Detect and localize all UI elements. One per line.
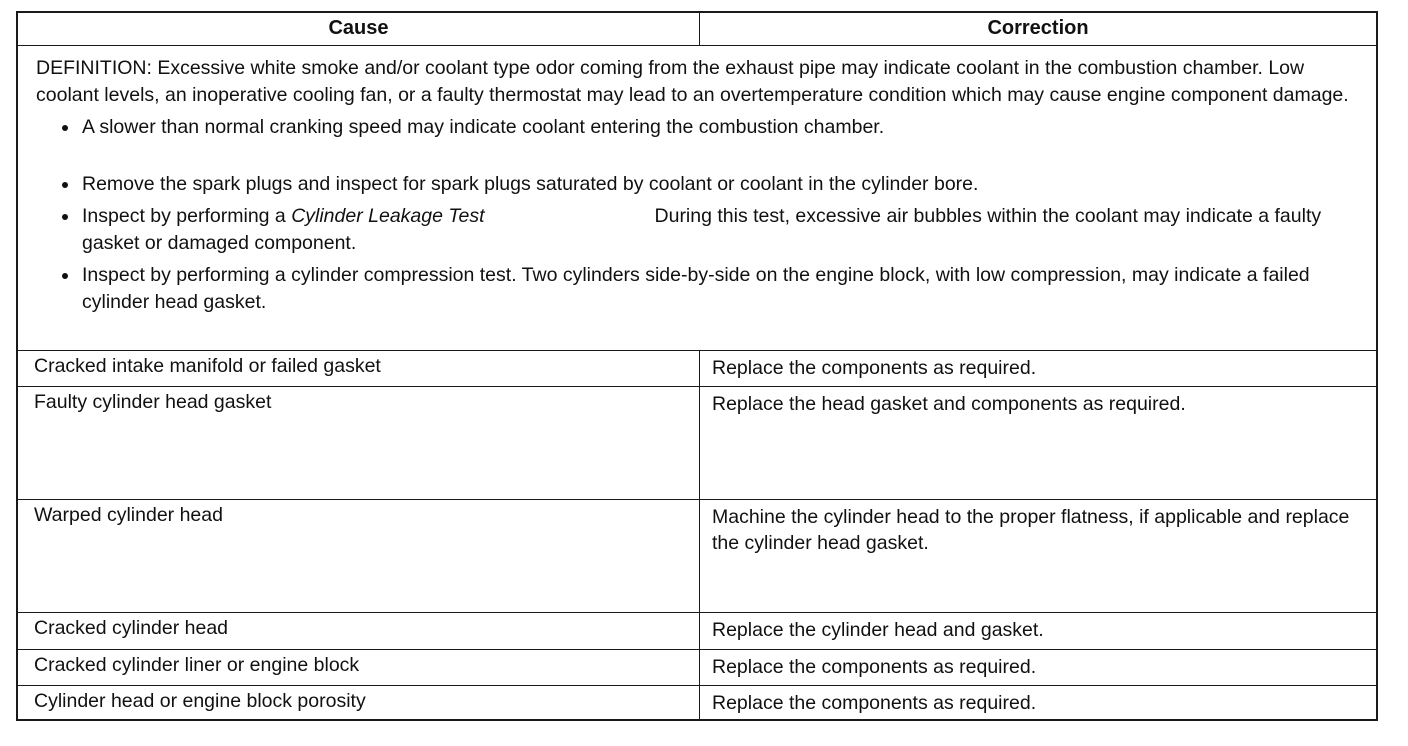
list-item: [36, 114, 1364, 141]
cylinder-leakage-test-link-text: Cylinder Leakage Test: [291, 205, 485, 227]
correction-cell: Replace the components as required.: [712, 692, 1037, 714]
cause-cell: Cracked cylinder head: [18, 613, 700, 649]
table-row: [18, 499, 1376, 612]
definition-text: DEFINITION: Excessive white smoke and/or coolant type odor coming from the exhaust pipe may indicate coolant in the combustion chamber. Low coolant levels, an inoperative cooling fan, or a faulty thermostat may lead to an overtemperature condition which may cause engine component damage.: [36, 57, 1349, 106]
diagnostic-table: [16, 11, 1378, 721]
table-row: [18, 386, 1376, 499]
correction-cell: Replace the components as required.: [712, 656, 1037, 678]
bullet-text-prefix: Inspect by performing a: [82, 205, 292, 227]
cause-cell: Faulty cylinder head gasket: [18, 387, 700, 499]
cause-cell: Warped cylinder head: [18, 500, 700, 612]
list-item: [36, 171, 1364, 198]
cause-column-header: Cause: [18, 13, 700, 45]
correction-cell: Replace the cylinder head and gasket.: [712, 619, 1044, 641]
correction-cell: Machine the cylinder head to the proper flatness, if applicable and replace the cylinder head gasket.: [712, 506, 1350, 554]
list-item: [36, 203, 1364, 256]
bullet-text: Inspect by performing a cylinder compression test. Two cylinders side-by-side on the engine block, with low compression, may indicate a failed cylinder head gasket.: [82, 264, 1310, 313]
table-row: [18, 649, 1376, 685]
table-row: [18, 350, 1376, 386]
definition-bullet-list: [36, 114, 1364, 315]
correction-cell: Replace the components as required.: [712, 357, 1037, 379]
cause-cell: Cylinder head or engine block porosity: [18, 686, 700, 719]
definition-block: [18, 45, 1376, 350]
table-row: [18, 685, 1376, 719]
table-row: [18, 612, 1376, 649]
correction-cell: Replace the head gasket and components as required.: [712, 393, 1186, 415]
bullet-text-suffix: During this test, excessive air bubbles within the coolant may indicate a faulty gasket or damaged component.: [82, 205, 1322, 254]
bullet-text: A slower than normal cranking speed may indicate coolant entering the combustion chamber.: [82, 116, 885, 138]
bullet-text: Remove the spark plugs and inspect for spark plugs saturated by coolant or coolant in the cylinder bore.: [82, 172, 979, 195]
list-item: [36, 262, 1364, 315]
cause-cell: Cracked intake manifold or failed gasket: [18, 351, 700, 386]
cause-cell: Cracked cylinder liner or engine block: [18, 650, 700, 685]
table-header-row: [18, 13, 1376, 45]
correction-column-header: Correction: [987, 17, 1089, 39]
